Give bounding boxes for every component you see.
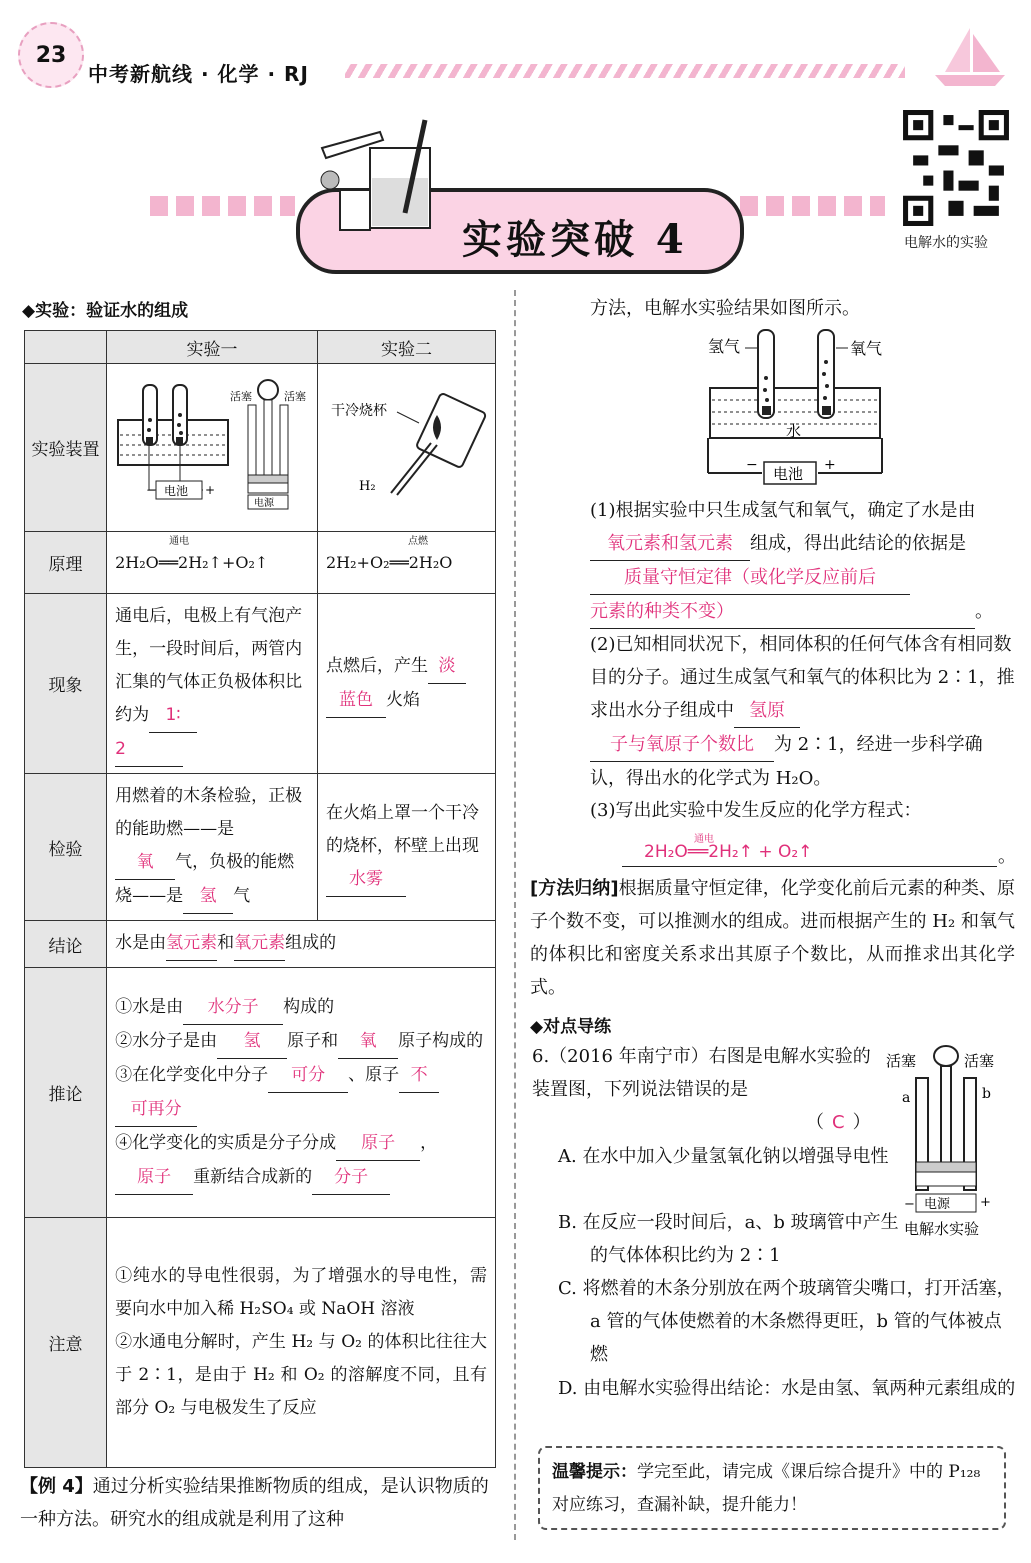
- answer-q2-a: 氢原: [734, 694, 800, 728]
- method-summary: [方法归纳]根据质量守恒定律，化学变化前后元素的种类、原子个数不变，可以推测水的组成。进而根据产生的 H₂ 和氧气的体积比和密度关系求出其原子个数比，从而推求出其化学式。: [530, 878, 1016, 998]
- answer-molecule: 分子: [312, 1161, 390, 1195]
- device-1-cell: [107, 364, 318, 532]
- answer-divisible: 可分: [268, 1059, 348, 1093]
- power-label: 电源: [254, 498, 275, 509]
- fig2-a: a: [902, 1090, 911, 1106]
- answer-oxygen: 氧: [115, 846, 175, 880]
- column-divider: [514, 290, 516, 1540]
- row-label-phenomenon: 现象: [25, 594, 107, 774]
- conclusion: 水是由氢元素和氧元素组成的: [107, 921, 496, 968]
- question-3: (3)写出此实验中发生反应的化学方程式：: [590, 800, 922, 821]
- answer-water-molecule: 水分子: [183, 991, 283, 1025]
- answer-ratio-a: 1∶: [149, 699, 197, 733]
- electrolysis-apparatus-icon: [108, 365, 314, 525]
- row-label-conclusion: 结论: [25, 921, 107, 968]
- electrolysis-figure-icon: [700, 328, 890, 488]
- method-label: [方法归纳]: [530, 878, 619, 899]
- answer-q1-elements: 氧元素和氢元素: [590, 527, 750, 561]
- answer-q1-basis-b: 元素的种类不变）: [590, 595, 975, 629]
- fig2-power: 电源: [924, 1197, 951, 1212]
- option-b: B. 在反应一段时间后，a、b 玻璃管中产生的气体体积比约为 2∶1: [558, 1212, 899, 1266]
- drill-title: ◆对点导练: [530, 1017, 612, 1037]
- fig2-valve-r: 活塞: [964, 1052, 995, 1070]
- fig2-minus: −: [904, 1197, 915, 1212]
- fig-o2-label: 氧气: [850, 339, 883, 358]
- banner-line-right: [740, 196, 885, 216]
- answer-h-atom: 氢: [217, 1025, 287, 1059]
- tip-text: 学完至此，请完成《课后综合提升》中的 P₁₂₈ 对应练习，查漏补缺，提升能力！: [552, 1462, 981, 1515]
- lab-glassware-icon: [320, 118, 460, 238]
- answer-q6: C: [832, 1112, 845, 1133]
- row-label-device: 实验装置: [25, 364, 107, 532]
- series-title: 中考新航线 · 化学 · RJ: [88, 62, 309, 86]
- device-2-cell: [318, 364, 496, 532]
- qr-code-icon[interactable]: [903, 110, 1009, 226]
- answer-ratio-b: 2: [115, 733, 183, 767]
- example-4: 【例 4】通过分析实验结果推断物质的组成，是认识物质的一种方法。研究水的组成就是利用了这种: [20, 1476, 489, 1530]
- answer-flame-b: 蓝色: [326, 684, 386, 718]
- row-label-inference: 推论: [25, 968, 107, 1218]
- header-stripe: [345, 64, 905, 78]
- h2-label: H₂: [359, 479, 376, 494]
- note-1: ①纯水的导电性很弱，为了增强水的导电性，需要向水中加入稀 H₂SO₄ 或 NaOH 溶液: [115, 1266, 487, 1319]
- answer-hydrogen: 氢: [183, 880, 233, 914]
- fig-minus: −: [746, 457, 758, 473]
- qr-caption: 电解水的实验: [904, 235, 988, 251]
- fig-battery-label: 电池: [773, 465, 804, 483]
- phenomenon-2: 点燃后，产生 淡 蓝色 火焰: [318, 594, 496, 774]
- row-label-check: 检验: [25, 774, 107, 921]
- valve-left-label: 活塞: [230, 390, 253, 403]
- answer-mist: 水雾: [326, 863, 406, 897]
- note-2: ②水通电分解时，产生 H₂ 与 O₂ 的体积比往往大于 2∶1，是由于 H₂ 和 O₂ 的溶解度不同，且有部分 O₂ 与电极发生了反应: [115, 1332, 487, 1418]
- check-1: 用燃着的木条检验，正极的能助燃——是 氧 气，负极的能燃烧——是 氢 气: [107, 774, 318, 921]
- fig2-b: b: [982, 1086, 991, 1102]
- example-continued: 方法，电解水实验结果如图所示。: [590, 298, 860, 319]
- banner-line-left: [150, 196, 295, 216]
- row-label-principle: 原理: [25, 532, 107, 594]
- table-corner: [25, 331, 107, 364]
- answer-q3-cond: 通电: [694, 834, 714, 845]
- col-header-1: 实验一: [107, 331, 318, 364]
- answer-indivisible-a: 不: [399, 1059, 439, 1093]
- principle-2-cond: 点燃: [408, 536, 428, 547]
- minus-sign: −: [146, 483, 157, 497]
- ship-logo-icon: [925, 20, 1015, 90]
- answer-q2-b: 子与氧原子个数比: [590, 728, 774, 762]
- answer-element-o: 氧元素: [234, 927, 285, 961]
- fig2-plus: +: [980, 1195, 991, 1210]
- principle-1-cond: 通电: [169, 536, 190, 547]
- answer-flame-a: 淡: [428, 650, 466, 684]
- option-d: D. 由电解水实验得出结论：水是由氢、氧两种元素组成的: [558, 1378, 1016, 1399]
- answer-q1-basis-a: 质量守恒定律（或化学反应前后: [590, 561, 910, 595]
- option-c: C. 将燃着的木条分别放在两个玻璃管尖嘴口，打开活塞，a 管的气体使燃着的木条燃得更旺，b 管的气体被点燃: [558, 1278, 1015, 1365]
- fig-water-label: 水: [786, 422, 802, 440]
- tip-box: [538, 1446, 1006, 1530]
- battery-label: 电池: [164, 484, 189, 498]
- valve-right-label: 活塞: [284, 390, 307, 403]
- inference: ①水是由 水分子 构成的 ②水分子是由 氢 原子和 氧 原子构成的 ③在化学变化中分子 可分 、原子 不 可再分 ④化学变化的实质是分子分成 原子 ， 原子 重新结合成新的 分子: [107, 968, 496, 1218]
- principle-1: 通电 2H₂O══2H₂↑+O₂↑: [107, 532, 318, 594]
- question-2: (2)已知相同状况下，相同体积的任何气体含有相同数目的分子。通过生成氢气和氧气的体积比为 2∶1，推求出水分子组成中 氢原 子与氧原子个数比 为 2∶1，经进一步科学确认，得出水的化学式为 H₂O。: [590, 634, 1015, 789]
- plus-sign: +: [205, 483, 216, 497]
- question-1: (1)根据实验中只生成氢气和氧气，确定了水是由氧元素和氢元素 组成，得出此结论的依据是质量守恒定律（或化学反应前后 元素的种类不变） 。: [590, 494, 1015, 629]
- electrolysis-apparatus-2-icon: [884, 1044, 1014, 1244]
- answer-atom-2: 原子: [115, 1161, 193, 1195]
- answer-o-atom: 氧: [338, 1025, 398, 1059]
- notes: [107, 1218, 496, 1468]
- check-2: 在火焰上罩一个干冷的烧杯，杯壁上出现水雾: [318, 774, 496, 921]
- burning-hydrogen-icon: [319, 365, 494, 525]
- page-number: 23: [18, 22, 84, 88]
- q6-answer-bracket: （ C ）: [806, 1112, 871, 1133]
- answer-atom-1: 原子: [336, 1127, 420, 1161]
- question-6: 6.（2016 年南宁市）右图是电解水实验的装置图，下列说法错误的是: [532, 1046, 871, 1100]
- section-title: ◆实验：验证水的组成: [22, 301, 189, 321]
- answer-indivisible-b: 可再分: [115, 1093, 197, 1127]
- tip-label: 温馨提示：: [552, 1462, 637, 1482]
- fig-h2-label: 氢气: [708, 337, 741, 356]
- fig2-caption: 电解水实验: [904, 1220, 980, 1238]
- phenomenon-1: 通电后，电极上有气泡产生，一段时间后，两管内汇集的气体正负极体积比约为 1∶ 2: [107, 594, 318, 774]
- banner-title: 实验突破 4: [462, 216, 688, 263]
- q3-period: 。: [998, 846, 1016, 867]
- option-a: A. 在水中加入少量氢氧化钠以增强导电性: [558, 1146, 889, 1167]
- fig-plus: +: [824, 457, 836, 473]
- answer-element-h: 氢元素: [166, 927, 217, 961]
- answer-q3-equation: 2H₂O══2H₂↑ + O₂↑: [644, 842, 813, 862]
- col-header-2: 实验二: [318, 331, 496, 364]
- principle-2: 点燃 2H₂+O₂══2H₂O: [318, 532, 496, 594]
- answer-q3-line: [622, 832, 997, 867]
- example-label: 【例 4】: [20, 1476, 93, 1497]
- experiment-table: [24, 330, 496, 1468]
- cold-cup-label: 干冷烧杯: [331, 403, 387, 419]
- fig2-valve-l: 活塞: [886, 1052, 917, 1070]
- row-label-notes: 注意: [25, 1218, 107, 1468]
